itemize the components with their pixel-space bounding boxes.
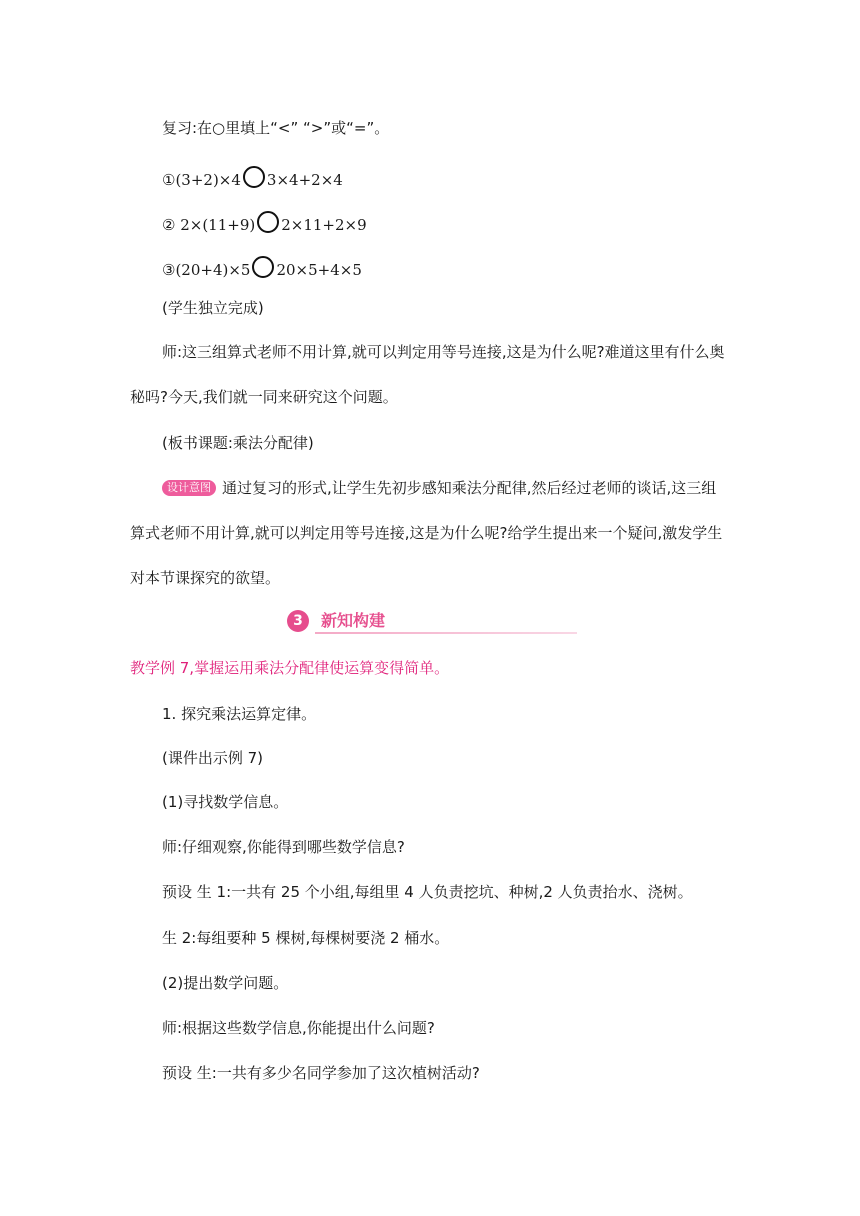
review-item-1 [162, 166, 343, 191]
board-title: (板书课题:乘法分配律) [162, 434, 314, 452]
section-title: 新知构建 [321, 611, 386, 630]
step-9: 预设 生:一共有多少名同学参加了这次植树活动? [162, 1064, 480, 1082]
expression-left: ② 2×(11+9) [162, 216, 256, 234]
step-7: (2)提出数学问题。 [162, 974, 289, 992]
objective: 教学例 7,掌握运用乘法分配律使运算变得简单。 [130, 659, 450, 677]
expression-right: 3×4+2×4 [266, 171, 343, 189]
section-underline [315, 632, 577, 634]
step-8: 师:根据这些数学信息,你能提出什么问题? [162, 1019, 435, 1037]
review-item-2 [162, 211, 367, 236]
step-5: 预设 生 1:一共有 25 个小组,每组里 4 人负责挖坑、种树,2 人负责抬水、浇树。 [162, 883, 693, 901]
step-4: 师:仔细观察,你能得到哪些数学信息? [162, 838, 405, 856]
blank-circle-icon [252, 256, 274, 278]
design-intent-text: 通过复习的形式,让学生先初步感知乘法分配律,然后经过老师的谈话,这三组算式老师不用计算,就可以判定用等号连接,这是为什么呢?给学生提出来一个疑问,激发学生对本节课探究的欲望。 [130, 479, 723, 587]
design-intent [130, 466, 730, 601]
step-3: (1)寻找数学信息。 [162, 793, 289, 811]
step-1: 1. 探究乘法运算定律。 [162, 705, 317, 723]
expression-right: 20×5+4×5 [276, 261, 362, 279]
step-6: 生 2:每组要种 5 棵树,每棵树要浇 2 桶水。 [162, 929, 450, 947]
design-intent-tag: 设计意图 [162, 480, 216, 496]
expression-right: 2×11+2×9 [281, 216, 367, 234]
expression-left: ③(20+4)×5 [162, 261, 251, 279]
step-2: (课件出示例 7) [162, 749, 264, 767]
blank-circle-icon [257, 211, 279, 233]
expression-left: ①(3+2)×4 [162, 171, 241, 189]
review-intro: 复习:在○里填上“<” “>”或“=”。 [162, 119, 390, 137]
teacher-intro: 师:这三组算式老师不用计算,就可以判定用等号连接,这是为什么呢?难道这里有什么奥秘吗?今天,我们就一同来研究这个问题。 [130, 343, 725, 406]
review-note: (学生独立完成) [162, 299, 264, 317]
section-header [287, 609, 577, 635]
section-number-badge: 3 [287, 610, 309, 632]
blank-circle-icon [243, 166, 265, 188]
review-item-3 [162, 256, 362, 281]
